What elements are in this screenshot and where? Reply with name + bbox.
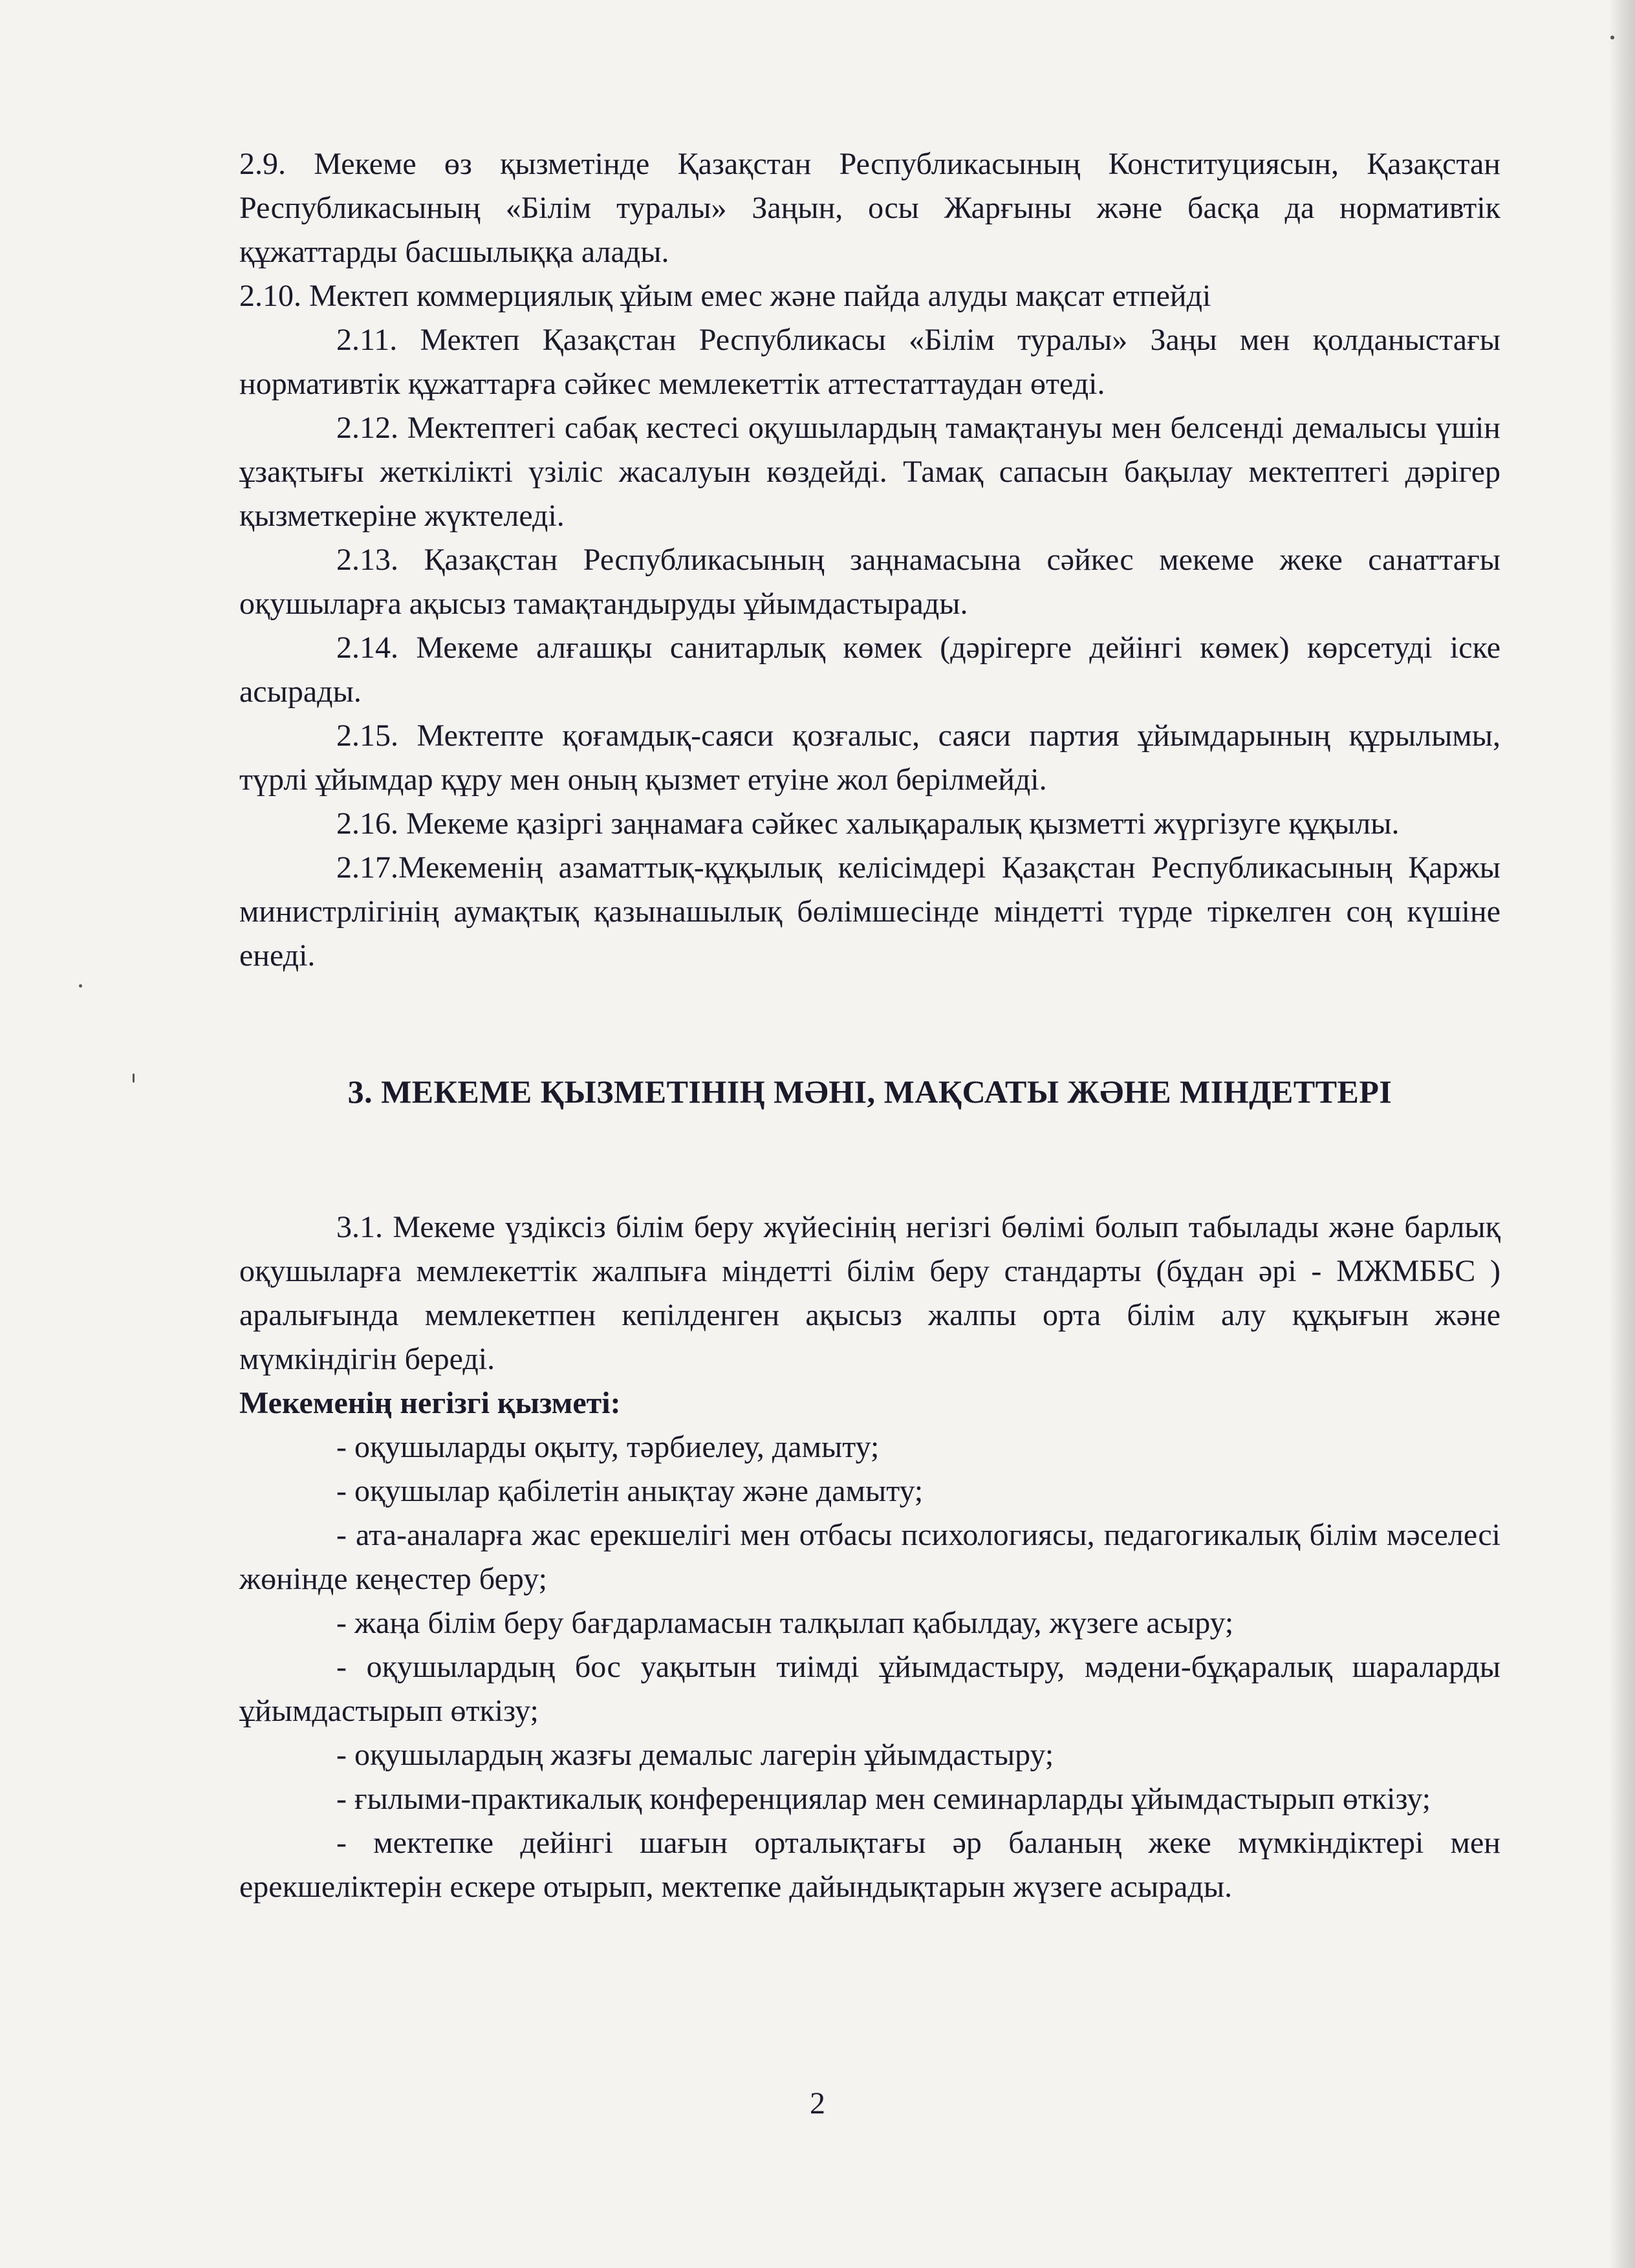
paragraph-2-12: 2.12. Мектептегі сабақ кестесі оқушылардың тамақтануы мен белсенді демалысы үшін ұзақтығы жеткілікті үзіліс жасалуын көздейді. Тамақ сапасын бақылау мектептегі дәрігер қызметкеріне жүктеледі. [239, 411, 1500, 533]
page-edge-shadow [1609, 0, 1635, 2268]
activity-item: - оқушылардың бос уақытын тиімді ұйымдастыру, мәдени-бұқаралық шараларды ұйымдастырып өткізу; [239, 1650, 1500, 1728]
activity-item: - ата-аналарға жас ерекшелігі мен отбасы психологиясы, педагогикалық білім мәселесі жөнінде кеңестер беру; [239, 1518, 1500, 1596]
paragraph-2-11: 2.11. Мектеп Қазақстан Республикасы «Білім туралы» Заңы мен қолданыстағы нормативтік құжаттарға сәйкес мемлекеттік аттестаттаудан өтеді. [239, 323, 1500, 401]
scan-speck [133, 1074, 135, 1083]
activity-item: - оқушылар қабілетін анықтау және дамыту; [336, 1474, 924, 1508]
section-heading: 3. МЕКЕМЕ ҚЫЗМЕТІНІҢ МӘНІ, МАҚСАТЫ ЖӘНЕ МІНДЕТТЕРІ [347, 1074, 1392, 1110]
activity-item: - ғылыми-практикалық конференциялар мен семинарларды ұйымдастырып өткізу; [336, 1782, 1431, 1816]
activity-item: - оқушыларды оқыту, тәрбиелеу, дамыту; [336, 1430, 880, 1464]
paragraph-3-1: 3.1. Мекеме үздіксіз білім беру жүйесінің негізгі бөлімі болып табылады және барлық оқушыларға мемлекеттік жалпыға міндетті білім беру стандарты (бұдан әрі - МЖМББС ) аралығында мемлекетпен кепілденген ақысыз жалпы орта білім алу құқығын және мүмкіндігін береді. [239, 1210, 1500, 1376]
activity-item: - жаңа білім беру бағдарламасын талқылап қабылдау, жүзеге асыру; [336, 1606, 1234, 1640]
paragraph-2-16: 2.16. Мекеме қазіргі заңнамаға сәйкес халықаралық қызметті жүргізуге құқылы. [336, 806, 1400, 841]
paragraph-2-10: 2.10. Мектеп коммерциялық ұйым емес және пайда алуды мақсат етпейді [239, 279, 1211, 313]
paragraph-2-13: 2.13. Қазақстан Республикасының заңнамасына сәйкес мекеме жеке санаттағы оқушыларға ақысыз тамақтандыруды ұйымдастырады. [239, 543, 1500, 621]
scan-speck [1610, 36, 1614, 39]
page-number: 2 [810, 2086, 825, 2121]
activities-title: Мекеменің негізгі қызметі: [239, 1386, 621, 1420]
paragraph-2-17: 2.17.Мекеменің азаматтық-құқылық келісімдері Қазақстан Республикасының Қаржы министрлігінің аумақтық қазынашылық бөлімшесінде міндетті түрде тіркелген соң күшіне енеді. [239, 850, 1500, 973]
paragraph-2-15: 2.15. Мектепте қоғамдық-саяси қозғалыс, саяси партия ұйымдарының құрылымы, түрлі ұйымдар құру мен оның қызмет етуіне жол берілмейді. [239, 718, 1500, 797]
activity-item: - мектепке дейінгі шағын орталықтағы әр баланың жеке мүмкіндіктері мен ерекшеліктерін ескере отырып, мектепке дайындықтарын жүзеге асырады. [239, 1826, 1500, 1904]
activity-item: - оқушылардың жазғы демалыс лагерін ұйымдастыру; [336, 1738, 1054, 1772]
scan-speck [79, 984, 82, 988]
document-body [239, 142, 1500, 1909]
paragraph-2-14: 2.14. Мекеме алғашқы санитарлық көмек (дәрігерге дейінгі көмек) көрсетуді іске асырады. [239, 631, 1500, 709]
paragraph-2-9: 2.9. Мекеме өз қызметінде Қазақстан Республикасының Конституциясын, Қазақстан Республикасының «Білім туралы» Заңын, осы Жарғыны және басқа да нормативтік құжаттарды басшылыққа алады. [239, 147, 1500, 269]
